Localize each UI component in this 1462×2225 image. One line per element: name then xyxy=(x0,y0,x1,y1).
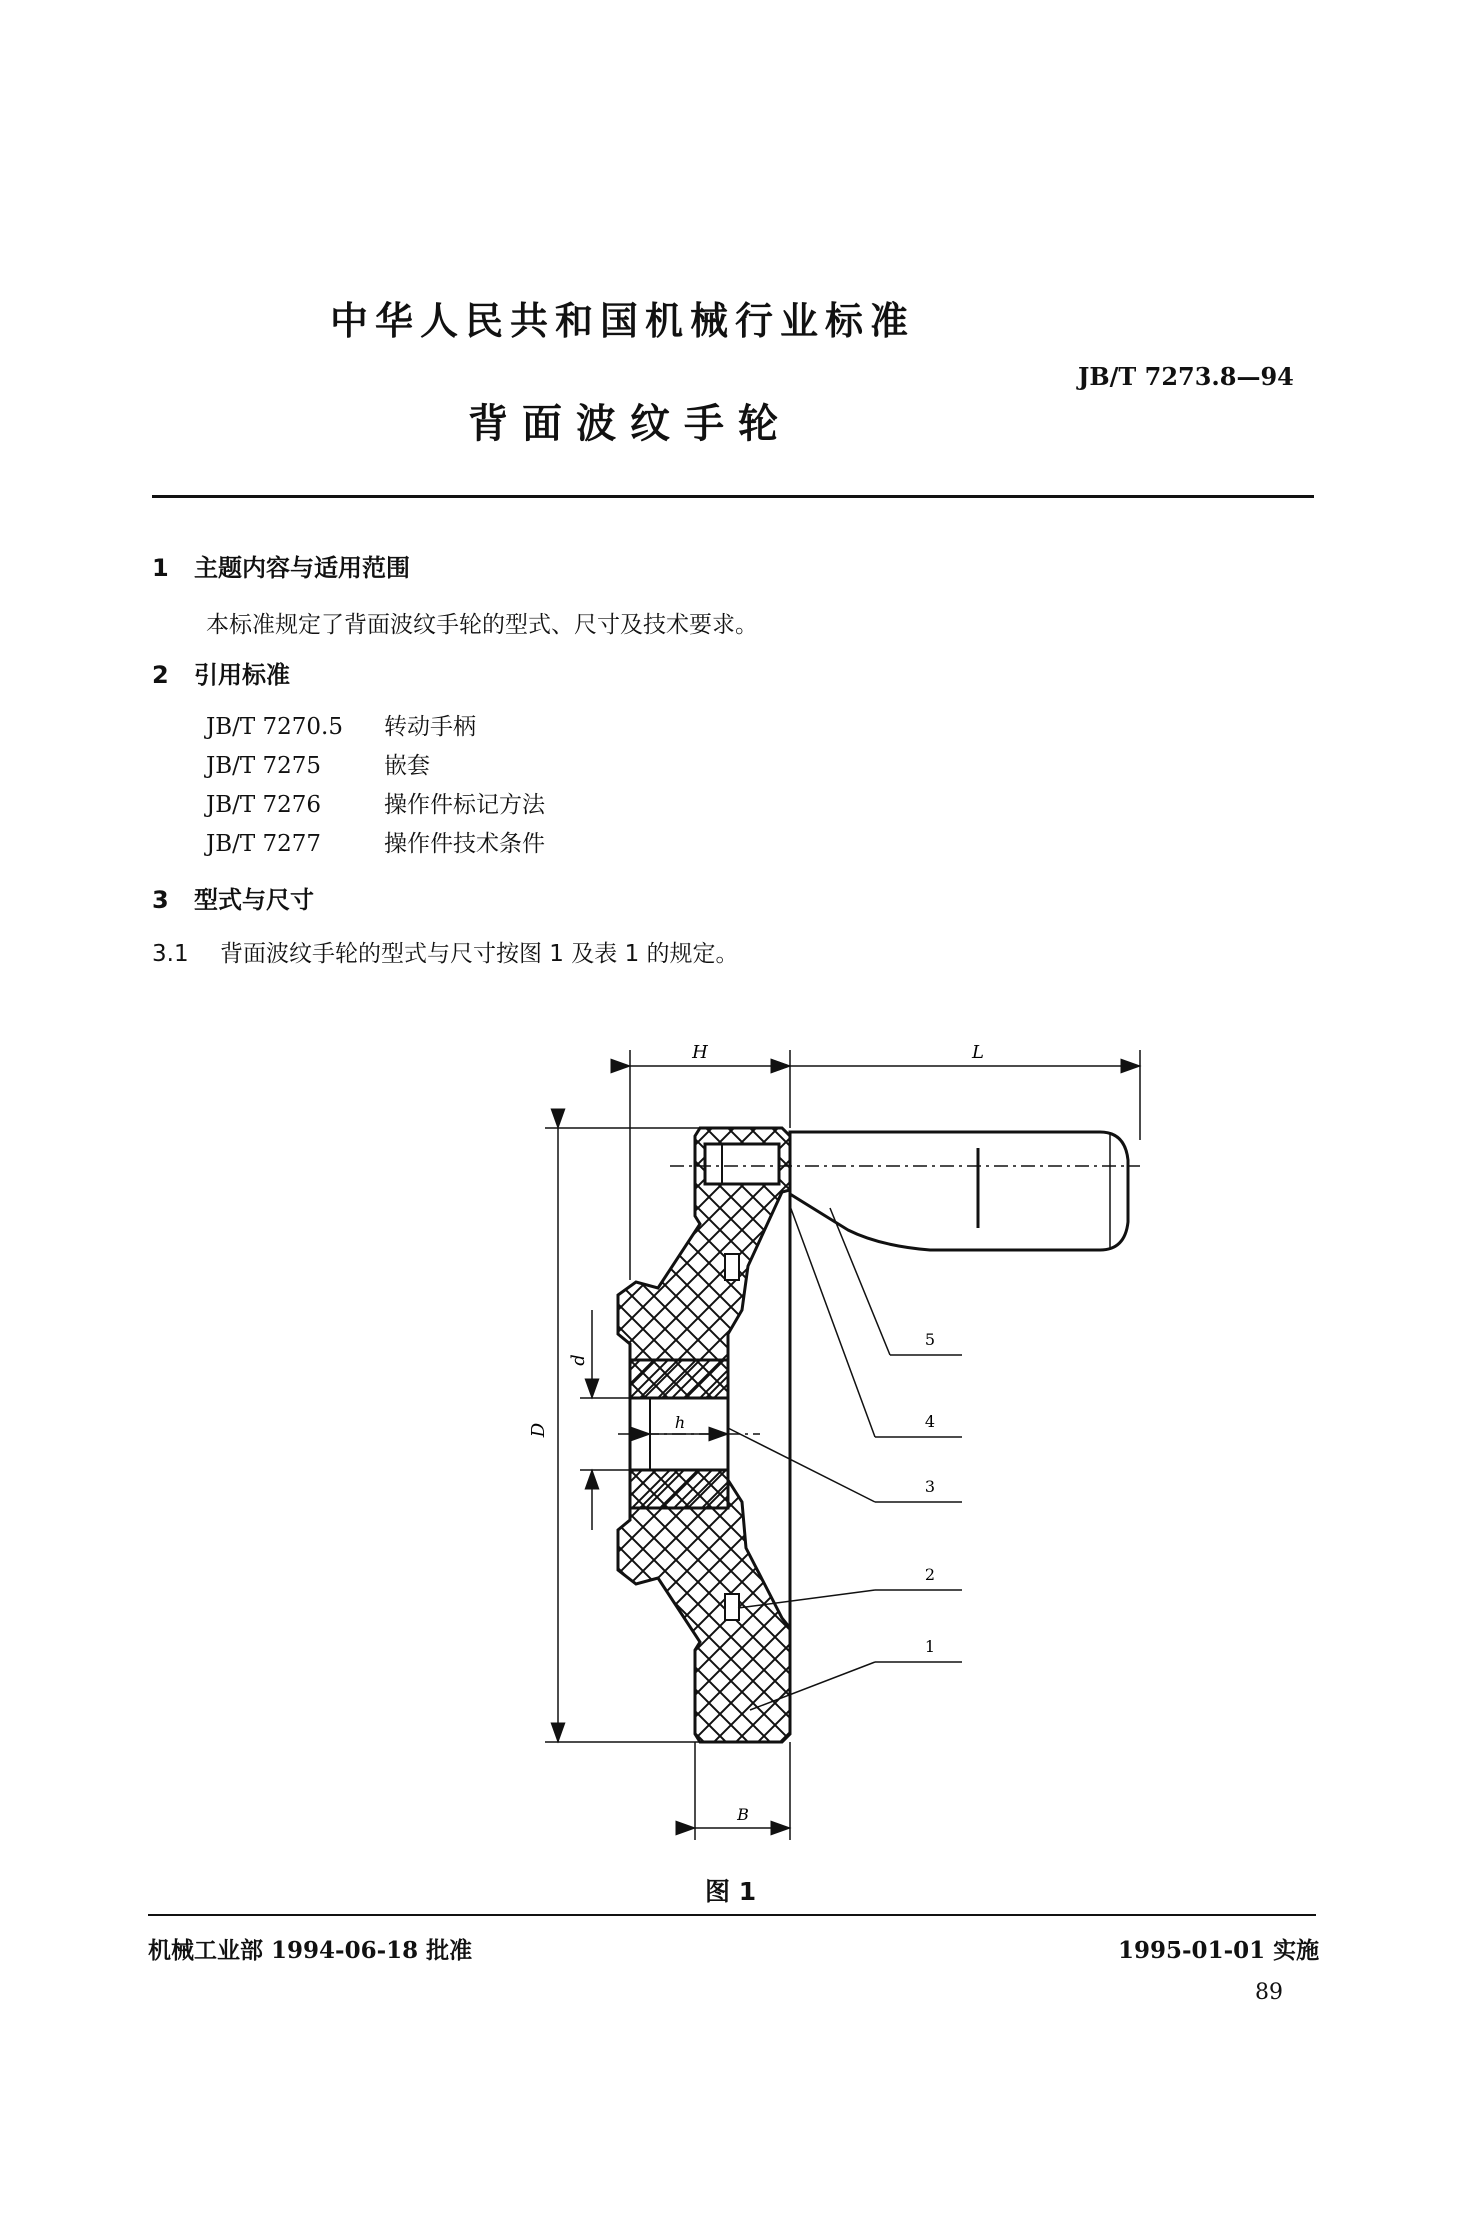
section-number: 1 xyxy=(152,554,169,582)
callout-2: 2 xyxy=(924,1565,936,1584)
footer-rule xyxy=(148,1914,1316,1916)
reference-name: 转动手柄 xyxy=(384,714,476,740)
clause-number: 3.1 xyxy=(152,941,189,967)
callout-1: 1 xyxy=(924,1637,936,1656)
handle-insert xyxy=(705,1144,779,1184)
callout-5: 5 xyxy=(924,1330,936,1349)
header-rule xyxy=(152,495,1314,498)
page-number: 89 xyxy=(1255,1980,1283,2005)
dim-label-d-bore: d xyxy=(568,1354,589,1366)
clause-3-1 xyxy=(152,935,739,968)
dim-label-b: B xyxy=(737,1805,749,1824)
dim-label-l: L xyxy=(972,1042,984,1063)
reference-item xyxy=(206,786,545,819)
section-number: 2 xyxy=(152,661,169,689)
reference-code: JB/T 7275 xyxy=(206,753,322,779)
effective-date: 1995-01-01 实施 xyxy=(1118,1937,1320,1964)
section-number: 3 xyxy=(152,886,169,914)
section-3-heading xyxy=(152,880,314,915)
dim-label-h-upper: H xyxy=(692,1042,708,1063)
section-heading-text: 引用标准 xyxy=(194,661,290,689)
callout-3: 3 xyxy=(924,1477,936,1496)
approval-note: 机械工业部 1994-06-18 批准 xyxy=(148,1937,473,1964)
figure-caption: 图 1 xyxy=(705,1877,757,1906)
handwheel-drawing xyxy=(500,1010,1200,1860)
reference-item xyxy=(206,825,545,858)
reference-code: JB/T 7270.5 xyxy=(206,714,344,740)
standard-number: JB/T 7273.8—94 xyxy=(1078,362,1294,391)
dim-label-h-lower: h xyxy=(674,1413,686,1432)
reference-item xyxy=(206,747,430,780)
reference-name: 操作件标记方法 xyxy=(384,792,545,818)
section-heading-text: 型式与尺寸 xyxy=(194,886,314,914)
reference-name: 操作件技术条件 xyxy=(384,831,545,857)
section-heading-text: 主题内容与适用范围 xyxy=(194,554,410,582)
section-2-heading xyxy=(152,655,290,690)
reference-name: 嵌套 xyxy=(384,753,430,779)
reference-item xyxy=(206,708,476,741)
reference-code: JB/T 7277 xyxy=(206,831,322,857)
section-1-heading xyxy=(152,548,410,583)
header-title: 中华人民共和国机械行业标准 xyxy=(330,299,916,343)
reference-code: JB/T 7276 xyxy=(206,792,322,818)
section-1-body: 本标准规定了背面波纹手轮的型式、尺寸及技术要求。 xyxy=(206,612,758,638)
callout-4: 4 xyxy=(924,1412,936,1431)
clause-text: 背面波纹手轮的型式与尺寸按图 1 及表 1 的规定。 xyxy=(220,941,739,967)
document-title: 背面波纹手轮 xyxy=(468,401,792,447)
dim-label-d-outer: D xyxy=(528,1422,549,1438)
